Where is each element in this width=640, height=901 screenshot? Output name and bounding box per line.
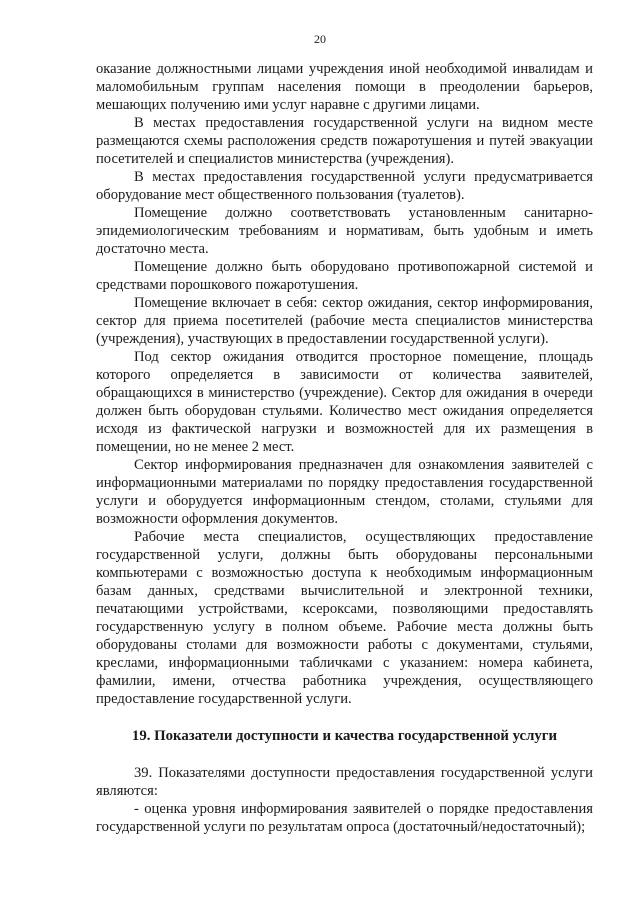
paragraph-sanitary-requirements: Помещение должно соответствовать установленным санитарно-эпидемиологическим требованиям и нормативам, быть удобным и иметь достаточно места. [96, 205, 593, 257]
paragraph-accessibility-indicators: 39. Показателями доступности предоставления государственной услуги являются: [96, 765, 593, 799]
paragraph-evacuation-schemes: В местах предоставления государственной услуги на видном месте размещаются схемы расположения средств пожаротушения и путей эвакуации посетителей и специалистов министерства (учреждения). [96, 115, 593, 167]
paragraph-workplaces: Рабочие места специалистов, осуществляющих предоставление государственной услуги, должны быть оборудованы персональными компьютерами с возможностью доступа к необходимым информационным базам данных, средствами вычислительной и электронной техники, печатающими устройствами, ксероксами, позволяющими предоставлять государственную услугу в полном объеме. Рабочие места должны быть оборудованы столами для возможности работы с документами, стульями, креслами, информационными табличками с указанием: номера кабинета, фамилии, имени, отчества работника учреждения, осуществляющего предоставление государственной услуги. [96, 529, 593, 707]
paragraph-information-level: - оценка уровня информирования заявителей о порядке предоставления государственной услуги по результатам опроса (достаточный/недостаточный); [96, 801, 593, 835]
document-body [96, 60, 593, 836]
paragraph-waiting-sector: Под сектор ожидания отводится просторное помещение, площадь которого определяется в зависимости от количества заявителей, обращающихся в министерство (учреждение). Сектор для ожидания в очереди должен быть оборудован стульями. Количество мест ожидания определяется исходя из фактической нагрузки и возможностей для их размещения в помещении, но не менее 2 мест. [96, 349, 593, 455]
paragraph-information-sector: Сектор информирования предназначен для ознакомления заявителей с информационными материалами по порядку предоставления государственной услуги и оборудуется информационным стендом, столами, стульями для возможности оформления документов. [96, 457, 593, 527]
paragraph-assistance: оказание должностными лицами учреждения иной необходимой инвалидам и маломобильным группам населения помощи в преодолении барьеров, мешающих получению ими услуг наравне с другими лицами. [96, 61, 593, 113]
paragraph-room-sectors: Помещение включает в себя: сектор ожидания, сектор информирования, сектор для приема посетителей (рабочие места специалистов министерства (учреждения), участвующих в предоставлении государственной услуги). [96, 295, 593, 347]
paragraph-public-facilities: В местах предоставления государственной услуги предусматривается оборудование мест общественного пользования (туалетов). [96, 169, 593, 203]
paragraph-fire-system: Помещение должно быть оборудовано противопожарной системой и средствами порошкового пожаротушения. [96, 259, 593, 293]
page-number: 20 [314, 32, 326, 46]
section-heading: 19. Показатели доступности и качества государственной услуги [131, 728, 558, 744]
